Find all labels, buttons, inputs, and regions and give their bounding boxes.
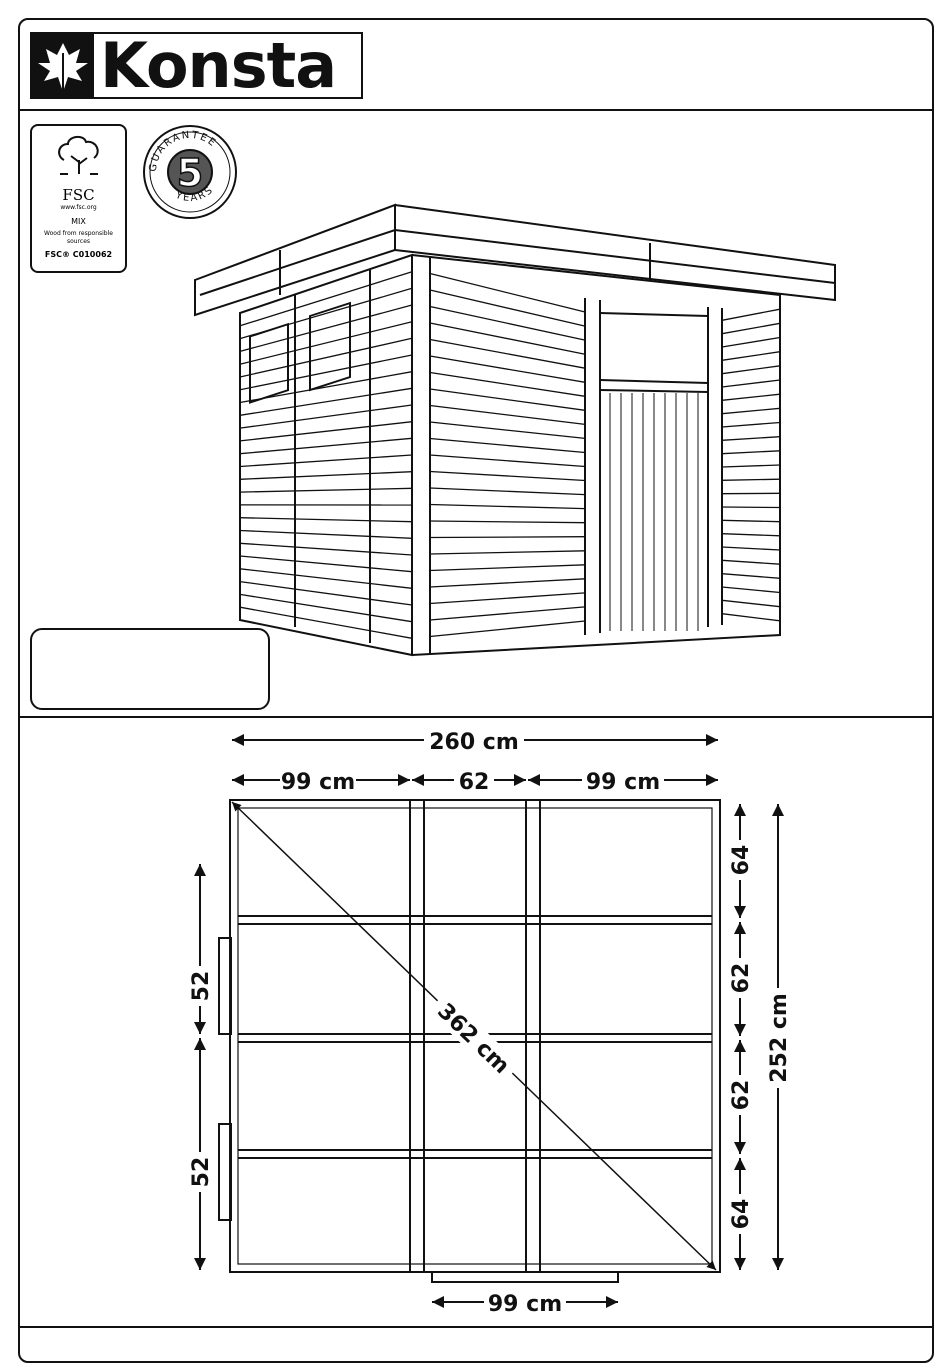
dim-right-seg4: 64 — [729, 1198, 754, 1230]
dim-left-seg1: 52 — [189, 970, 214, 1002]
fsc-site: www.fsc.org — [60, 204, 97, 211]
tree-icon — [54, 134, 104, 178]
footer-divider — [18, 1326, 934, 1328]
dim-left-width: 99 cm — [280, 770, 356, 795]
dim-right-seg1: 64 — [729, 844, 754, 876]
header-divider — [18, 109, 934, 111]
dim-depth: 252 cm — [767, 993, 792, 1083]
dim-right-width: 99 cm — [585, 770, 661, 795]
leaf-icon — [32, 34, 94, 97]
dim-middle-width: 62 — [458, 770, 490, 795]
guarantee-number: 5 — [176, 151, 204, 195]
brand-logo — [30, 28, 363, 102]
door-planks — [610, 393, 698, 631]
guarantee-top: GUARANTEE — [147, 129, 219, 173]
dim-door-width: 99 cm — [487, 1292, 563, 1317]
floor-plan — [0, 718, 950, 1326]
fsc-mix: MIX — [71, 217, 86, 226]
fsc-code: FSC® C010062 — [44, 250, 113, 259]
info-box — [30, 628, 270, 710]
dim-total-width: 260 cm — [429, 730, 519, 755]
fsc-title: FSC — [62, 186, 95, 204]
dim-right-seg3: 62 — [729, 1079, 754, 1111]
fsc-text: Wood from responsible sources — [44, 230, 113, 245]
shed-illustration — [190, 195, 840, 660]
dim-diagonal: 362 cm — [432, 998, 514, 1080]
guarantee-bottom: YEARS — [173, 184, 217, 205]
fsc-label — [30, 124, 127, 273]
dim-left-seg2: 52 — [189, 1156, 214, 1188]
brand-name: Konsta — [100, 28, 337, 102]
siding — [240, 272, 780, 639]
dim-right-seg2: 62 — [729, 962, 754, 994]
